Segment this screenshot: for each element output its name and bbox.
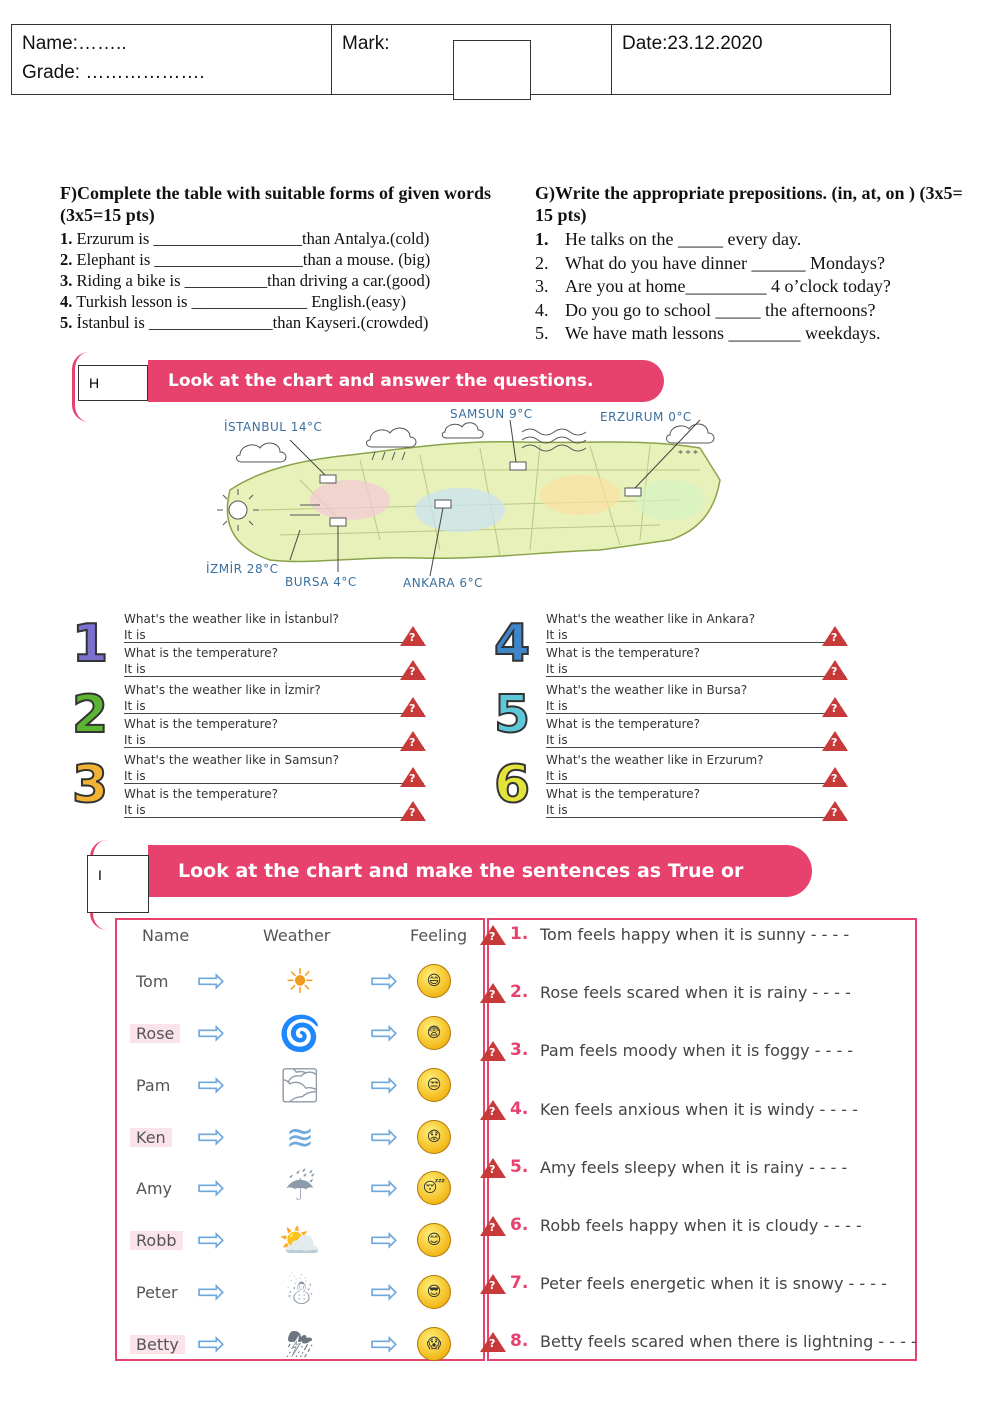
statement-row [480, 1329, 917, 1359]
question-hint-icon [400, 801, 426, 821]
section-i-label: I [87, 855, 149, 913]
weather-answer-line[interactable] [546, 699, 846, 714]
question-number: 3 [72, 755, 109, 815]
arrow-right-icon: ⇨ [370, 1065, 399, 1105]
weather-answer-line[interactable] [546, 769, 846, 784]
header-name: Name [142, 926, 190, 945]
question-block [70, 683, 450, 753]
question-block [70, 753, 450, 823]
weather-answer-line[interactable] [546, 628, 846, 643]
statement-text[interactable]: Rose feels scared when it is rainy - - - - [540, 983, 851, 1003]
city-izmir: İZMİR 28°C [206, 562, 279, 576]
statement-text[interactable]: Betty feels scared when there is lightning - - - - [540, 1332, 917, 1352]
arrow-right-icon: ⇨ [197, 1272, 226, 1312]
weather-question: What's the weather like in Bursa? [546, 683, 748, 697]
question-number: 4 [494, 614, 531, 674]
izmir-sun-icon [229, 501, 247, 519]
g-item-text: Are you at home_________ 4 o’clock today? [565, 276, 891, 296]
header-table [11, 24, 891, 95]
question-hint-icon [822, 801, 848, 821]
statement-row [480, 1213, 910, 1243]
section-h-banner: Look at the chart and answer the questions. [148, 360, 664, 402]
question-hint-icon [822, 660, 848, 680]
answer-prefix: It is [124, 769, 146, 783]
temperature-question: What is the temperature? [124, 646, 279, 660]
f-item[interactable] [60, 312, 500, 333]
person-row [125, 1219, 475, 1265]
section-h-label: H [78, 365, 148, 401]
g-item-num: 1. [535, 229, 549, 249]
weather-question: What's the weather like in İstanbul? [124, 612, 339, 626]
header-weather: Weather [263, 926, 331, 945]
question-hint-icon [822, 731, 848, 751]
f-item[interactable] [60, 228, 500, 249]
weather-question: What's the weather like in Samsun? [124, 753, 340, 767]
section-g-title: G)Write the appropriate prepositions. (in, at, on ) (3x5= 15 pts) [535, 183, 963, 225]
temperature-answer-line[interactable] [124, 733, 424, 748]
person-name: Amy [136, 1179, 172, 1198]
f-item[interactable] [60, 249, 500, 270]
question-number: 1 [72, 614, 109, 674]
answer-prefix: It is [546, 628, 568, 642]
person-row [125, 1271, 475, 1317]
feeling-face-icon: 😟 [417, 1120, 451, 1154]
feeling-face-icon: 😄 [417, 964, 451, 998]
weather-icon: ⛅ [278, 1221, 322, 1261]
question-hint-icon [400, 767, 426, 787]
answer-prefix: It is [546, 699, 568, 713]
bursa-marker [330, 518, 346, 526]
city-bursa: BURSA 4°C [285, 575, 357, 589]
weather-question: What's the weather like in İzmir? [124, 683, 321, 697]
mark-input-box[interactable] [453, 40, 531, 100]
section-i-banner: Look at the chart and make the sentences as True or False. [148, 845, 812, 897]
statement-hint-icon [480, 1100, 506, 1120]
temperature-answer-line[interactable] [546, 662, 846, 677]
statement-text[interactable]: Tom feels happy when it is sunny - - - - [540, 925, 850, 944]
answer-prefix: It is [124, 733, 146, 747]
map-region [310, 480, 390, 520]
f-item-text: Riding a bike is __________than driving a car.(good) [72, 271, 431, 290]
answer-prefix: It is [124, 662, 146, 676]
question-hint-icon [400, 731, 426, 751]
feeling-face-icon: 😎 [417, 1275, 451, 1309]
statement-hint-icon [480, 983, 506, 1003]
question-hint-icon [822, 697, 848, 717]
arrow-right-icon: ⇨ [197, 1324, 226, 1364]
person-row [125, 1116, 475, 1162]
question-block [492, 753, 872, 823]
statement-row [480, 980, 910, 1010]
person-row [125, 1323, 475, 1369]
feeling-face-icon: 😴 [417, 1171, 451, 1205]
temperature-question: What is the temperature? [546, 717, 701, 731]
f-item[interactable] [60, 270, 500, 291]
temperature-question: What is the temperature? [124, 717, 279, 731]
weather-icon: ☃ [284, 1273, 316, 1313]
weather-answer-line[interactable] [124, 699, 424, 714]
f-item-text: Elephant is __________________than a mouse. (big) [72, 250, 431, 269]
erzurum-snow-cloud-icon [666, 424, 714, 443]
temperature-answer-line[interactable] [124, 662, 424, 677]
statement-text[interactable]: Pam feels moody when it is foggy - - - - [540, 1041, 854, 1061]
temperature-question: What is the temperature? [546, 787, 701, 801]
question-hint-icon [400, 660, 426, 680]
statement-number: 3. [510, 1040, 529, 1061]
statement-text[interactable]: Amy feels sleepy when it is rainy - - - - [540, 1157, 848, 1177]
f-item-num: 3. [60, 271, 73, 290]
question-number: 2 [72, 685, 109, 745]
feeling-face-icon: 😨 [417, 1016, 451, 1050]
statement-number: 8. [510, 1331, 529, 1352]
person-row [125, 1064, 475, 1110]
temperature-answer-line[interactable] [124, 803, 424, 818]
statement-row [480, 1097, 910, 1127]
person-name: Pam [136, 1076, 171, 1095]
arrow-right-icon: ⇨ [197, 1168, 226, 1208]
arrow-right-icon: ⇨ [370, 1117, 399, 1157]
f-item-num: 5. [60, 313, 73, 332]
person-row [125, 960, 475, 1006]
weather-answer-line[interactable] [124, 628, 424, 643]
section-g [535, 182, 975, 346]
arrow-right-icon: ⇨ [197, 961, 226, 1001]
weather-icon: ⛈ [286, 1325, 314, 1365]
question-hint-icon [400, 697, 426, 717]
person-name: Betty [130, 1335, 185, 1354]
name-grade-cell[interactable] [12, 25, 332, 94]
weather-icon: ≋ [285, 1118, 315, 1158]
statement-row [480, 1038, 910, 1068]
g-item-num: 2. [535, 252, 549, 273]
g-item-text: What do you have dinner ______ Mondays? [565, 252, 885, 273]
answer-prefix: It is [546, 803, 568, 817]
feeling-face-icon: 😊 [417, 1223, 451, 1257]
name-field[interactable]: Name:…….. [22, 33, 127, 54]
g-item[interactable] [535, 299, 975, 323]
temperature-question: What is the temperature? [546, 646, 701, 660]
section-f-title: F)Complete the table with suitable forms of given words (3x5=15 pts) [60, 183, 491, 225]
feeling-face-icon: 😒 [417, 1068, 451, 1102]
statement-hint-icon [480, 925, 506, 945]
city-erzurum: ERZURUM 0°C [600, 410, 692, 424]
statement-number: 7. [510, 1273, 529, 1294]
f-item-num: 2. [60, 250, 73, 269]
city-ankara: ANKARA 6°C [403, 576, 483, 590]
weather-icon: 🌫 [278, 1066, 322, 1106]
g-item[interactable] [535, 275, 975, 299]
statement-number: 5. [510, 1156, 529, 1177]
statement-row [480, 1155, 910, 1185]
question-number: 6 [494, 755, 531, 815]
date-label: Date:23.12.2020 [622, 33, 763, 54]
person-row [125, 1167, 475, 1213]
arrow-right-icon: ⇨ [197, 1220, 226, 1260]
question-number: 5 [494, 685, 531, 745]
weather-icon: ☔ [284, 1169, 316, 1209]
g-item-num: 5. [535, 323, 549, 343]
g-item-text: Do you go to school _____ the afternoons? [565, 299, 876, 320]
g-item-num: 3. [535, 276, 549, 296]
answer-prefix: It is [546, 662, 568, 676]
istanbul-cloud-icon [236, 443, 286, 462]
city-istanbul: İSTANBUL 14°C [224, 420, 323, 434]
question-hint-icon [400, 626, 426, 646]
g-item[interactable] [535, 252, 975, 276]
section-f [60, 182, 500, 333]
arrow-right-icon: ⇨ [370, 1168, 399, 1208]
g-item[interactable] [535, 228, 975, 252]
answer-prefix: It is [124, 803, 146, 817]
temperature-answer-line[interactable] [546, 803, 846, 818]
statement-text[interactable]: Robb feels happy when it is cloudy - - - - [540, 1216, 862, 1235]
answer-prefix: It is [124, 628, 146, 642]
question-block [70, 612, 450, 682]
person-name: Robb [130, 1231, 183, 1250]
date-cell [612, 25, 890, 94]
arrow-right-icon: ⇨ [197, 1117, 226, 1157]
temperature-question: What is the temperature? [124, 787, 279, 801]
arrow-right-icon: ⇨ [370, 1272, 399, 1312]
statement-number: 6. [510, 1215, 529, 1235]
temperature-answer-line[interactable] [546, 733, 846, 748]
person-row [125, 1012, 475, 1058]
weather-icon: ☀ [284, 962, 316, 1002]
snowflake-icon: * * * [678, 449, 698, 460]
feeling-face-icon: 😱 [417, 1327, 451, 1361]
f-item-text: Erzurum is __________________than Antalya.(cold) [72, 229, 430, 248]
f-item-num: 4. [60, 292, 73, 311]
statement-text[interactable]: Ken feels anxious when it is windy - - - - [540, 1099, 858, 1119]
statement-number: 2. [510, 982, 529, 1003]
f-item-num: 1. [60, 229, 73, 248]
question-block [492, 612, 872, 682]
samsun-cloud-icon [442, 423, 483, 438]
weather-question: What's the weather like in Erzurum? [546, 753, 764, 767]
answer-prefix: It is [546, 733, 568, 747]
g-item-num: 4. [535, 299, 549, 320]
person-name: Peter [136, 1283, 178, 1302]
person-name: Tom [136, 972, 169, 991]
mark-label: Mark: [342, 33, 390, 54]
city-samsun: SAMSUN 9°C [450, 407, 533, 421]
question-block [492, 683, 872, 753]
weather-icon: 🌀 [278, 1014, 322, 1054]
statement-hint-icon [480, 1332, 506, 1352]
map-region [415, 488, 505, 532]
erzurum-marker [625, 488, 641, 496]
statement-hint-icon [480, 1158, 506, 1178]
istanbul-marker [320, 475, 336, 483]
f-item[interactable] [60, 291, 500, 312]
question-hint-icon [822, 626, 848, 646]
weather-answer-line[interactable] [124, 769, 424, 784]
answer-prefix: It is [124, 699, 146, 713]
samsun-marker [510, 462, 526, 470]
person-name: Ken [130, 1128, 172, 1147]
statement-number: 4. [510, 1098, 529, 1119]
question-hint-icon [822, 767, 848, 787]
f-item-text: İstanbul is _______________than Kayseri.(crowded) [72, 313, 429, 332]
statement-row [480, 1271, 910, 1301]
g-item[interactable] [535, 322, 975, 346]
map-region [540, 475, 620, 515]
f-item-text: Turkish lesson is ______________ English.(easy) [72, 292, 407, 311]
rain-cloud-icon [366, 428, 416, 447]
person-name: Rose [130, 1024, 180, 1043]
arrow-right-icon: ⇨ [197, 1065, 226, 1105]
ankara-marker [435, 500, 451, 508]
statement-hint-icon [480, 1274, 506, 1294]
statement-hint-icon [480, 1041, 506, 1061]
g-item-text: He talks on the _____ every day. [565, 229, 802, 249]
answer-prefix: It is [546, 769, 568, 783]
arrow-right-icon: ⇨ [370, 1013, 399, 1053]
arrow-right-icon: ⇨ [370, 1220, 399, 1260]
statement-number: 1. [510, 924, 529, 944]
map-region [635, 480, 705, 520]
arrow-right-icon: ⇨ [370, 1324, 399, 1364]
g-item-text: We have math lessons ________ weekdays. [565, 323, 881, 343]
weather-question: What's the weather like in Ankara? [546, 612, 756, 626]
arrow-right-icon: ⇨ [370, 961, 399, 1001]
arrow-right-icon: ⇨ [197, 1013, 226, 1053]
statement-hint-icon [480, 1216, 506, 1236]
statement-text[interactable]: Peter feels energetic when it is snowy - - - - [540, 1274, 887, 1294]
grade-field[interactable]: Grade: ………………. [22, 62, 205, 83]
header-feeling: Feeling [410, 926, 468, 945]
statement-row [480, 922, 910, 952]
